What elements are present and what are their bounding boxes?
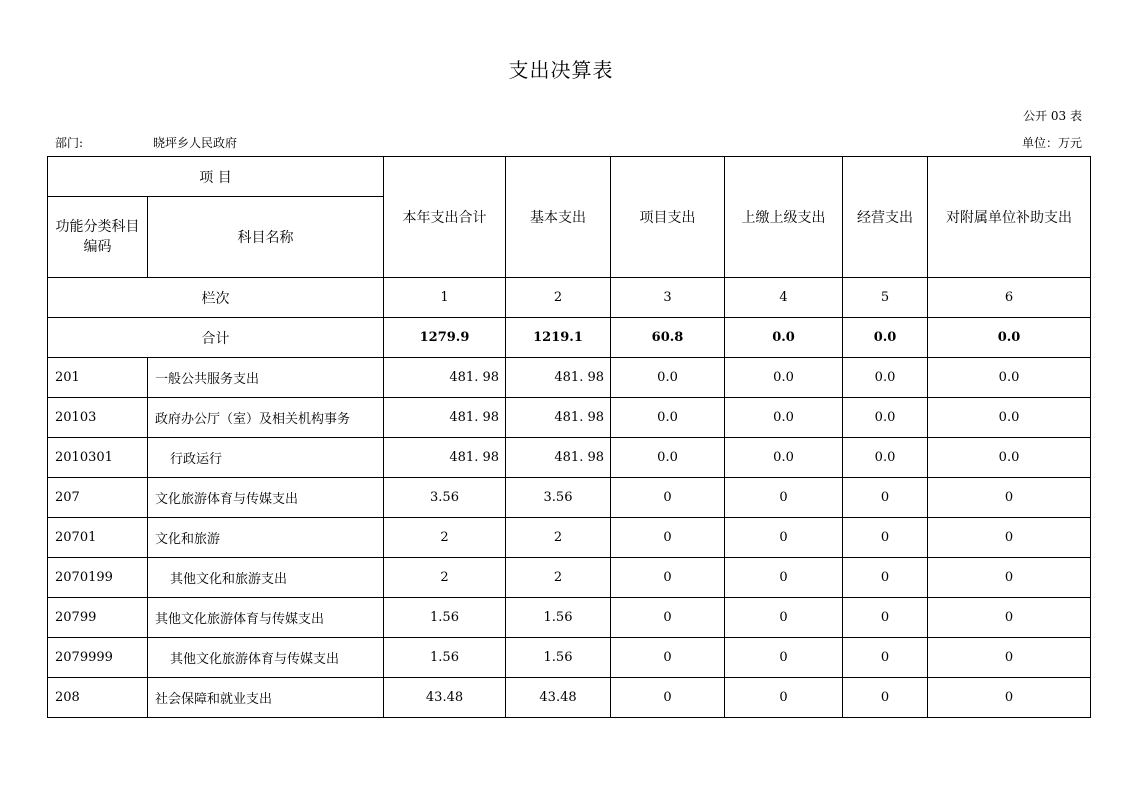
value-cell: 3.56 [506,478,611,518]
value-cell: 0 [843,598,928,638]
value-cell: 0 [928,598,1091,638]
value-cell: 0 [611,638,725,678]
index-cell: 1 [384,278,506,318]
code-cell: 20799 [48,598,148,638]
value-cell: 1.56 [506,598,611,638]
name-cell: 行政运行 [148,438,384,478]
value-cell: 481. 98 [506,438,611,478]
header-project: 项 目 [48,157,384,197]
total-cell: 0.0 [928,318,1091,358]
table-row [48,678,1091,718]
value-cell: 0.0 [725,398,843,438]
value-cell: 0 [843,678,928,718]
value-cell: 0 [843,478,928,518]
value-cell: 0.0 [928,398,1091,438]
header-col-3: 项目支出 [611,157,725,278]
value-cell: 2 [506,558,611,598]
value-cell: 0.0 [725,438,843,478]
header-code: 功能分类科目编码 [48,197,148,278]
table-row [48,638,1091,678]
total-cell: 0.0 [843,318,928,358]
name-cell: 其他文化旅游体育与传媒支出 [148,598,384,638]
index-row [48,278,1091,318]
table-row [48,478,1091,518]
code-cell: 207 [48,478,148,518]
total-cell: 60.8 [611,318,725,358]
code-cell: 2079999 [48,638,148,678]
table-row [48,598,1091,638]
code-cell: 2070199 [48,558,148,598]
value-cell: 0 [611,598,725,638]
value-cell: 0 [928,678,1091,718]
table-row [48,438,1091,478]
name-cell: 政府办公厅（室）及相关机构事务 [148,398,384,438]
value-cell: 1.56 [384,638,506,678]
table-row [48,518,1091,558]
value-cell: 2 [506,518,611,558]
value-cell: 0.0 [928,358,1091,398]
header-col-5: 经营支出 [843,157,928,278]
value-cell: 0.0 [611,438,725,478]
page-title: 支出决算表 [508,58,614,82]
value-cell: 481. 98 [384,398,506,438]
total-row [48,318,1091,358]
total-cell: 0.0 [725,318,843,358]
value-cell: 0 [928,638,1091,678]
table-row [48,398,1091,438]
name-cell: 一般公共服务支出 [148,358,384,398]
value-cell: 0.0 [843,438,928,478]
index-cell: 2 [506,278,611,318]
value-cell: 0.0 [611,398,725,438]
code-cell: 201 [48,358,148,398]
value-cell: 0.0 [725,358,843,398]
value-cell: 0 [611,678,725,718]
header-col-4: 上缴上级支出 [725,157,843,278]
index-cell: 5 [843,278,928,318]
value-cell: 481. 98 [384,438,506,478]
value-cell: 0.0 [928,438,1091,478]
value-cell: 0 [843,558,928,598]
department-line [55,134,238,151]
code-cell: 2010301 [48,438,148,478]
total-cell: 1219.1 [506,318,611,358]
value-cell: 0 [843,638,928,678]
value-cell: 481. 98 [384,358,506,398]
header-row-1 [48,157,1091,197]
value-cell: 0 [928,558,1091,598]
unit-label: 单位：万元 [1021,136,1082,150]
header-col-1: 本年支出合计 [384,157,506,278]
name-cell: 社会保障和就业支出 [148,678,384,718]
value-cell: 0 [725,678,843,718]
value-cell: 1.56 [506,638,611,678]
value-cell: 0.0 [611,358,725,398]
value-cell: 0 [725,558,843,598]
value-cell: 481. 98 [506,398,611,438]
value-cell: 2 [384,518,506,558]
code-cell: 208 [48,678,148,718]
value-cell: 43.48 [506,678,611,718]
index-cell: 4 [725,278,843,318]
value-cell: 0 [725,518,843,558]
header-col-2: 基本支出 [506,157,611,278]
value-cell: 0 [928,518,1091,558]
value-cell: 0 [928,478,1091,518]
header-name: 科目名称 [148,197,384,278]
name-cell: 其他文化和旅游支出 [148,558,384,598]
total-label: 合计 [48,318,384,358]
value-cell: 3.56 [384,478,506,518]
value-cell: 0 [611,558,725,598]
index-cell: 6 [928,278,1091,318]
form-number: 公开 03 表 [1023,109,1082,123]
name-cell: 文化和旅游 [148,518,384,558]
code-cell: 20103 [48,398,148,438]
name-cell: 其他文化旅游体育与传媒支出 [148,638,384,678]
value-cell: 481. 98 [506,358,611,398]
total-cell: 1279.9 [384,318,506,358]
value-cell: 1.56 [384,598,506,638]
value-cell: 43.48 [384,678,506,718]
value-cell: 0 [725,478,843,518]
value-cell: 0 [725,598,843,638]
index-cell: 3 [611,278,725,318]
header-col-6: 对附属单位补助支出 [928,157,1091,278]
value-cell: 0 [611,518,725,558]
code-cell: 20701 [48,518,148,558]
value-cell: 0.0 [843,398,928,438]
value-cell: 0 [611,478,725,518]
department-name: 晓坪乡人民政府 [153,136,238,150]
value-cell: 0.0 [843,358,928,398]
value-cell: 2 [384,558,506,598]
index-label: 栏次 [48,278,384,318]
name-cell: 文化旅游体育与传媒支出 [148,478,384,518]
value-cell: 0 [843,518,928,558]
value-cell: 0 [725,638,843,678]
department-label: 部门: [55,136,84,150]
table-row [48,358,1091,398]
expenditure-table [47,156,1091,718]
table-row [48,558,1091,598]
